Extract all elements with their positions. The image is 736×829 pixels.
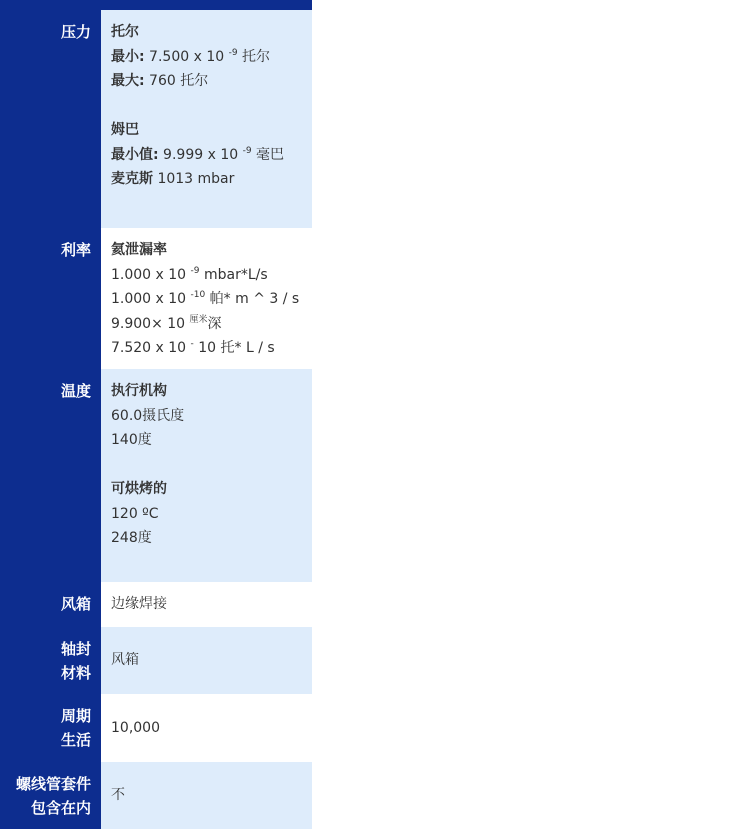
row-value-cycle-life (101, 694, 312, 762)
bakeable-fahrenheit: 248度 (111, 530, 152, 546)
mbar-min: 最小值: 9.999 x 10 $^{-9}$ 毫巴 (111, 145, 285, 163)
row-label-shaft-seal: 轴封 材料 (0, 627, 101, 694)
actuator-fahrenheit: 140度 (111, 432, 152, 448)
leak-line-2: 1.000 x 10 $^{-10}$ 帕* m ^ 3 / s (111, 290, 300, 307)
table-row-shaft-seal (0, 627, 312, 694)
row-value-pressure (101, 10, 312, 228)
table-row-cycle-life (0, 694, 312, 762)
leak-line-3: 9.900× 10 $^{厘米}$深 (111, 314, 222, 332)
bakeable-heading: 可烘烤的 (111, 481, 167, 497)
row-value-bellows (101, 582, 312, 627)
mbar-max: 麦克斯 1013 mbar (111, 171, 235, 187)
bakeable-celsius: 120 ºC (111, 505, 159, 522)
bellows-value: 边缘焊接 (111, 596, 167, 612)
leak-line-4: 7.520 x 10 - 10 托* L / s (111, 339, 275, 356)
table-row-temperature (0, 369, 312, 582)
solenoid-value: 不 (111, 787, 125, 804)
row-label-leak-rate: 利率 (0, 228, 101, 369)
row-label-solenoid: 螺线管套件 包含在内 (0, 762, 101, 829)
cycle-life-value: 10,000 (111, 719, 160, 736)
shaft-seal-value: 风箱 (111, 652, 139, 669)
mbar-heading: 姆巴 (111, 122, 139, 138)
actuator-heading: 执行机构 (111, 383, 167, 399)
row-label-temperature: 温度 (0, 369, 101, 582)
table-row-bellows (0, 582, 312, 627)
row-label-pressure: 压力 (0, 10, 101, 228)
spec-table (0, 0, 312, 829)
row-label-cycle-life: 周期 生活 (0, 694, 101, 762)
row-label-bellows: 风箱 (0, 582, 101, 627)
leak-heading: 氦泄漏率 (111, 242, 167, 258)
table-row-solenoid (0, 762, 312, 829)
leak-line-1: 1.000 x 10 $^{-9}$ mbar*L/s (111, 265, 268, 283)
row-value-shaft-seal (101, 627, 312, 694)
torr-min: 最小: 7.500 x 10 $^{-9}$ 托尔 (111, 47, 271, 65)
row-value-leak-rate (101, 228, 312, 369)
row-value-solenoid (101, 762, 312, 829)
row-value-temperature (101, 369, 312, 582)
table-top-band (0, 0, 312, 10)
actuator-celsius: 60.0摄氏度 (111, 407, 185, 424)
table-row-leak-rate (0, 228, 312, 369)
torr-heading: 托尔 (111, 24, 139, 40)
table-row-pressure (0, 10, 312, 228)
torr-max: 最大: 760 托尔 (111, 73, 209, 89)
